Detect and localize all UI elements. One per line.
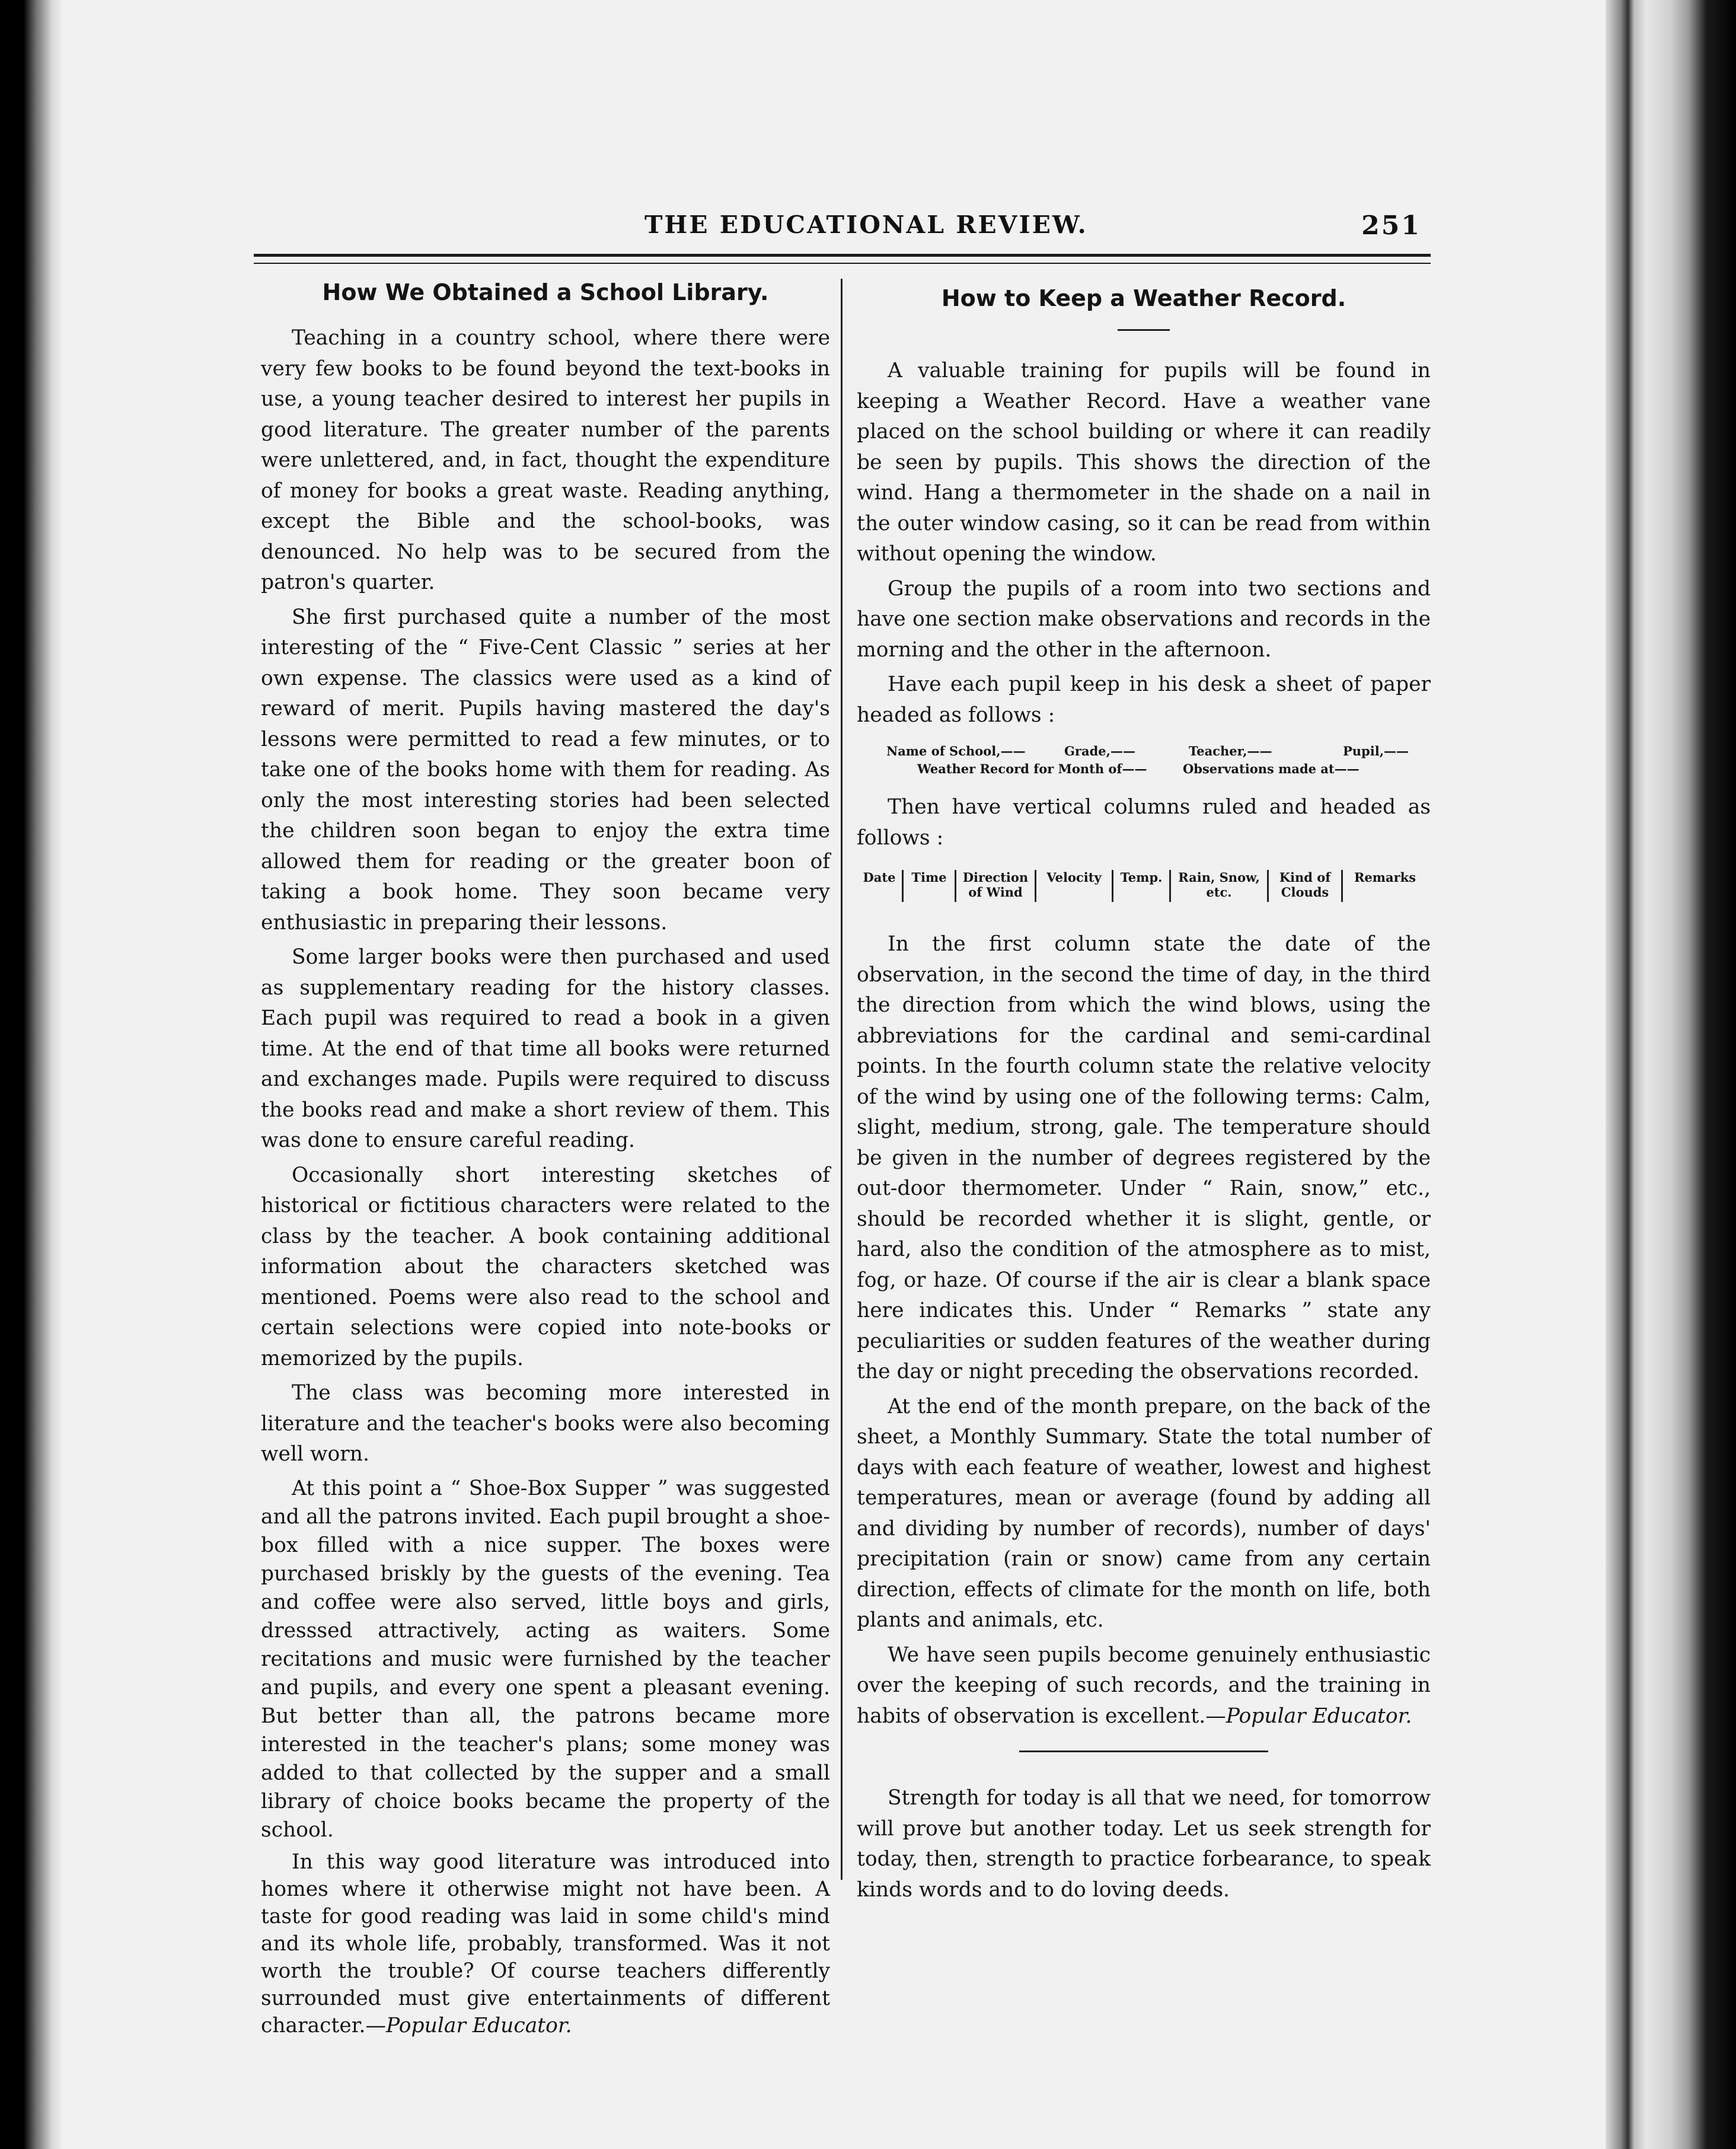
column-heading: Time xyxy=(904,870,956,902)
form-teacher: Teacher,—— xyxy=(1189,744,1272,758)
weather-last-paragraph-text: We have seen pupils become genuinely enthusiastic over the keeping of such records, and the training in habits of observation is excellent. xyxy=(857,1643,1431,1728)
scan-right-edge xyxy=(1647,0,1736,2149)
column-heading: Kind of Clouds xyxy=(1269,870,1343,902)
weather-credit: —Popular Educator. xyxy=(1205,1704,1412,1728)
record-column-headings xyxy=(857,870,1431,903)
library-article xyxy=(261,270,830,2043)
column-heading: Direction of Wind xyxy=(956,870,1036,902)
form-pupil: Pupil,—— xyxy=(1343,744,1409,758)
column-heading: Remarks xyxy=(1354,870,1416,885)
weather-last-paragraph xyxy=(857,1640,1431,1732)
library-paragraph: Some larger books were then purchased and used as supplementary reading for the history classes. Each pupil was required to read a book in a given time. At the end of that time all books were returned and exchanges made. Pupils were required to discuss the books read and make a short review of them. This was done to ensure careful reading. xyxy=(261,945,830,1152)
form-grade: Grade,—— xyxy=(1064,744,1135,758)
column-separator xyxy=(841,279,843,1880)
scan-left-edge xyxy=(0,0,62,2149)
weather-article-title: How to Keep a Weather Record. xyxy=(941,285,1346,311)
column-heading: Temp. xyxy=(1113,870,1171,902)
library-paragraph: At this point a “ Shoe-Box Supper ” was suggested and all the patrons invited. Each pupil brought a shoe-box filled with a nice supper. The boxes were purchased briskly by the guests of the evening. Tea and coffee were also served, little boys and girls, dresssed attractively, acting as waiters. Some recitations and music were furnished by the teacher and pupils, and every one spent a pleasant evening. But better than all, the patrons became more interested in the teacher's plans; some money was added to that collected by the supper and a small library of choice books became the property of the school. xyxy=(261,1476,830,1842)
page-number: 251 xyxy=(1361,211,1421,241)
library-credit: —Popular Educator. xyxy=(365,2013,572,2038)
weather-paragraph: At the end of the month prepare, on the back of the sheet, a Monthly Summary. State the total number of days with each feature of weather, lowest and highest temperatures, mean or average (found by adding all and dividing by number of records), number of days' precipitation (rain or snow) came from any certain direction, effects of climate for the month on life, both plants and animals, etc. xyxy=(857,1394,1431,1632)
form-name-of-school: Name of School,—— xyxy=(886,744,1026,758)
column-heading: Velocity xyxy=(1036,870,1113,902)
weather-paragraph: In the first column state the date of the observation, in the second the time of day, in the third the direction from which the wind blows, using the abbreviations for the cardinal and semi-cardinal points. In the fourth column state the relative velocity of the wind by using one of the following terms: Calm, slight, medium, strong, gale. The temperature should be given in the number of degrees registered by the out-door thermometer. Under “ Rain, snow,” etc., should be recorded whether it is slight, gentle, or hard, also the condition of the atmosphere as to mist, fog, or haze. Of course if the air is clear a blank space here indicates this. Under “ Remarks ” state any peculiarities or sudden features of the weather during the day or night preceding the observations recorded. xyxy=(857,932,1431,1383)
header-rule-thick xyxy=(254,254,1431,257)
column-heading: Rain, Snow, etc. xyxy=(1171,870,1269,902)
weather-article xyxy=(857,270,1431,1909)
form-weather-record: Weather Record for Month of—— xyxy=(917,761,1147,776)
library-article-title: How We Obtained a School Library. xyxy=(322,279,769,305)
article-end-rule xyxy=(1019,1751,1268,1752)
library-last-paragraph xyxy=(261,1848,830,2039)
journal-title: THE EDUCATIONAL REVIEW. xyxy=(644,211,1088,239)
header-rule-thin xyxy=(254,263,1431,264)
page-fold-shadow xyxy=(1606,0,1647,2149)
library-paragraph: Teaching in a country school, where there were very few books to be found beyond the text-books in use, a young teacher desired to interest her pupils in good literature. The greater number of the parents were unlettered, and, in fact, thought the expenditure of money for books a great waste. Reading anything, except the Bible and the school-books, was denounced. No help was to be secured from the patron's quarter. xyxy=(261,326,830,594)
columns-intro: Then have vertical columns ruled and headed as follows : xyxy=(857,795,1431,850)
library-paragraph: She first purchased quite a number of the most interesting of the “ Five-Cent Classic ” series at her own expense. The classics were used as a kind of reward of merit. Pupils having mastered the day's lessons were permitted to read a few minutes, or to take one of the books home with them for reading. As only the most interesting stories had been selected the children soon began to enjoy the extra time allowed them for reading or the greater boon of taking a book home. They soon became very enthusiastic in preparing their lessons. xyxy=(261,605,830,935)
column-heading: Date xyxy=(857,870,904,902)
closing-quote: Strength for today is all that we need, for tomorrow will prove but another today. Let us seek strength for today, then, strength to practice forbearance, to speak kinds words and to do loving deeds. xyxy=(857,1786,1431,1902)
weather-paragraph: Group the pupils of a room into two sections and have one section make observations and records in the morning and the other in the afternoon. xyxy=(857,576,1431,662)
form-observations: Observations made at—— xyxy=(1183,761,1360,776)
title-rule xyxy=(1118,329,1170,331)
sheet-heading-form xyxy=(886,742,1420,779)
weather-paragraph: A valuable training for pupils will be found in keeping a Weather Record. Have a weather vane placed on the school building or where it can readily be seen by pupils. This shows the direction of the wind. Hang a thermometer in the shade on a nail in the outer window casing, so it can be read from within without opening the window. xyxy=(857,359,1431,566)
library-paragraph: The class was becoming more interested in literature and the teacher's books were also becoming well worn. xyxy=(261,1381,830,1466)
library-last-paragraph-text: In this way good literature was introduced into homes where it otherwise might not have been. A taste for good reading was laid in some child's mind and its whole life, probably, transformed. Was it not worth the trouble? Of course teachers differently surrounded must give entertainments of different character. xyxy=(261,1850,830,2038)
weather-paragraph: Have each pupil keep in his desk a sheet of paper headed as follows : xyxy=(857,672,1431,727)
running-header xyxy=(644,205,1421,246)
library-paragraph: Occasionally short interesting sketches of historical or fictitious characters were related to the class by the teacher. A book containing additional information about the characters sketched was mentioned. Poems were also read to the school and certain selections were copied into note-books or memorized by the pupils. xyxy=(261,1163,830,1370)
